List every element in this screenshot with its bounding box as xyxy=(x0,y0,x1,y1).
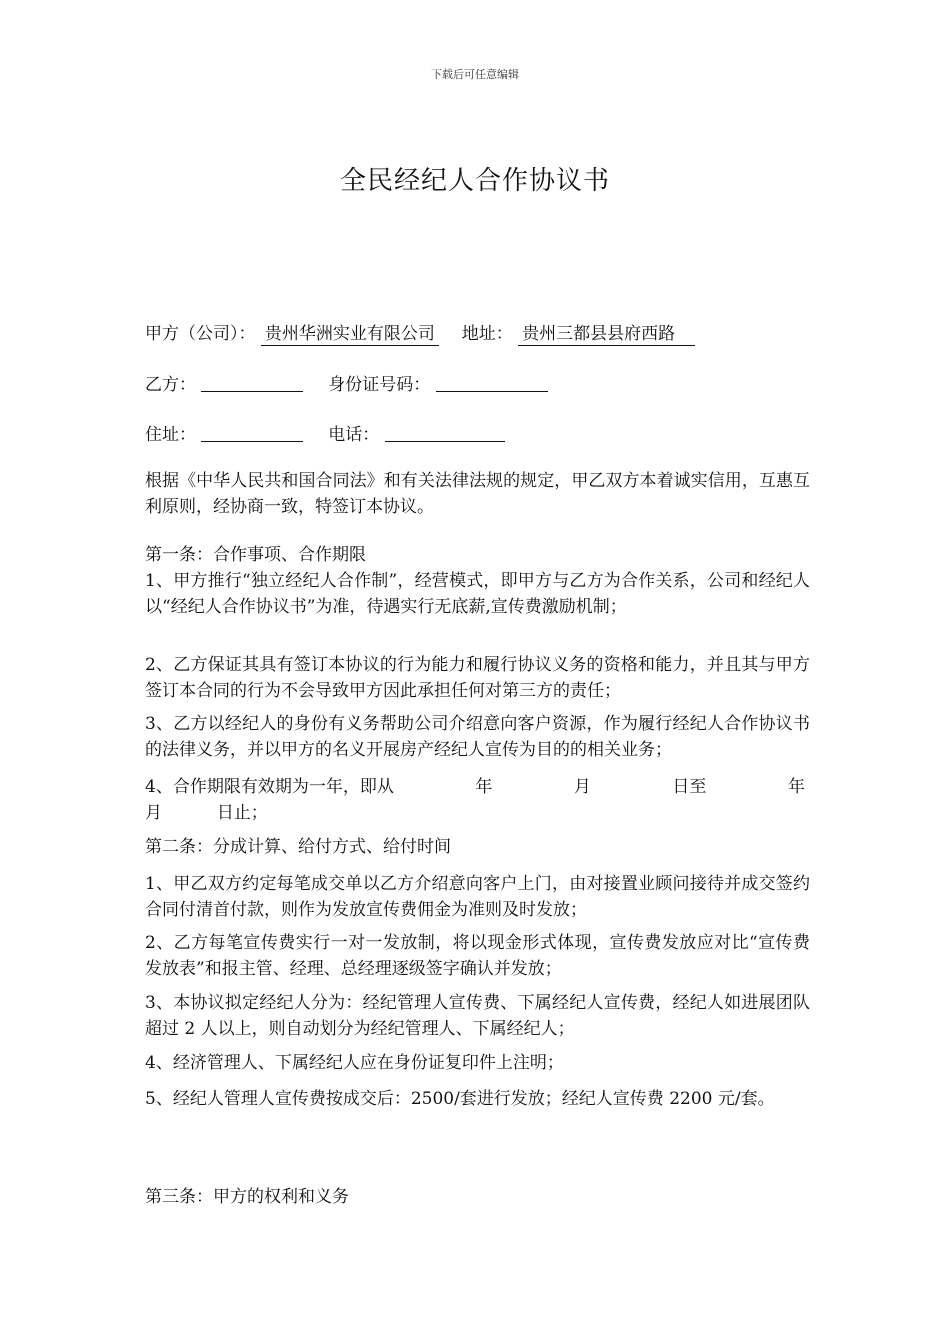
document-title: 全民经纪人合作协议书 xyxy=(339,166,610,196)
article2-item-1: 1、甲乙双方约定每笔成交单以乙方介绍意向客户上门，由对接置业顾问接待并成交签约合同付清首付款，则作为发放宣传费佣金为准则及时发放； xyxy=(145,874,810,920)
article2-item-2: 2、乙方每笔宣传费实行一对一发放制，将以现金形式体现，宣传费发放应对比“宣传费发放表”和报主管、经理、总经理逐级签字确认并发放； xyxy=(145,933,810,979)
article2-item-5: 5、经纪人管理人宣传费按成交后：2500/套进行发放；经纪人宣传费 2200 元/套。 xyxy=(145,1089,775,1109)
party-b-label: 乙方： xyxy=(145,375,196,395)
article1-item-3: 3、乙方以经纪人的身份有义务帮助公司介绍意向客户资源，作为履行经纪人合作协议书的法律义务，并以甲方的名义开展房产经纪人宣传为目的的相关业务； xyxy=(145,714,810,760)
id-number-blank[interactable] xyxy=(436,373,548,392)
residence-line xyxy=(145,420,505,445)
party-a-name: 贵州华洲实业有限公司 xyxy=(261,323,439,346)
residence-label: 住址： xyxy=(145,425,196,445)
party-b-name-blank[interactable] xyxy=(201,373,303,392)
term-start-day-to: 日至 xyxy=(672,777,707,797)
article1-item-2: 2、乙方保证其具有签订本协议的行为能力和履行协议义务的资格和能力，并且其与甲方签订本合同的行为不会导致甲方因此承担任何对第三方的责任； xyxy=(145,655,810,701)
residence-blank[interactable] xyxy=(201,423,303,442)
party-a-address: 贵州三都县县府西路 xyxy=(518,323,695,346)
term-end-day: 日止； xyxy=(216,803,268,823)
article1-heading: 第一条：合作事项、合作期限 xyxy=(145,545,366,565)
term-start-text: 4、合作期限有效期为一年，即从 xyxy=(145,777,394,797)
term-start-month: 月 xyxy=(573,777,591,797)
phone-label: 电话： xyxy=(328,425,380,445)
term-end-month: 月 xyxy=(145,803,162,823)
article2-item-4: 4、经济管理人、下属经纪人应在身份证复印件上注明； xyxy=(145,1053,564,1073)
party-a-line xyxy=(145,319,695,346)
phone-blank[interactable] xyxy=(385,423,505,442)
header-note: 下载后可任意编辑 xyxy=(431,68,519,81)
term-end-year: 年 xyxy=(787,777,805,797)
article2-item-3: 3、本协议拟定经纪人分为：经纪管理人宣传费、下属经纪人宣传费，经纪人如进展团队超过 2 人以上，则自动划分为经纪管理人、下属经纪人； xyxy=(145,993,810,1039)
id-number-label: 身份证号码： xyxy=(328,375,431,395)
article3-heading: 第三条：甲方的权利和义务 xyxy=(145,1187,349,1207)
article2-heading: 第二条：分成计算、给付方式、给付时间 xyxy=(145,837,451,857)
article1-item-4 xyxy=(145,774,810,826)
party-a-address-label: 地址： xyxy=(461,324,513,344)
intro-paragraph: 根据《中华人民共和国合同法》和有关法律法规的规定，甲乙双方本着诚实信用，互惠互利原则，经协商一致，特签订本协议。 xyxy=(145,471,810,517)
party-a-label: 甲方（公司）： xyxy=(145,324,256,344)
term-start-year: 年 xyxy=(475,777,493,797)
article1-item-1: 1、甲方推行“独立经纪人合作制”，经营模式，即甲方与乙方为合作关系，公司和经纪人以“经纪人合作协议书”为准，待遇实行无底薪,宣传费激励机制； xyxy=(145,571,810,617)
party-b-line xyxy=(145,370,548,395)
